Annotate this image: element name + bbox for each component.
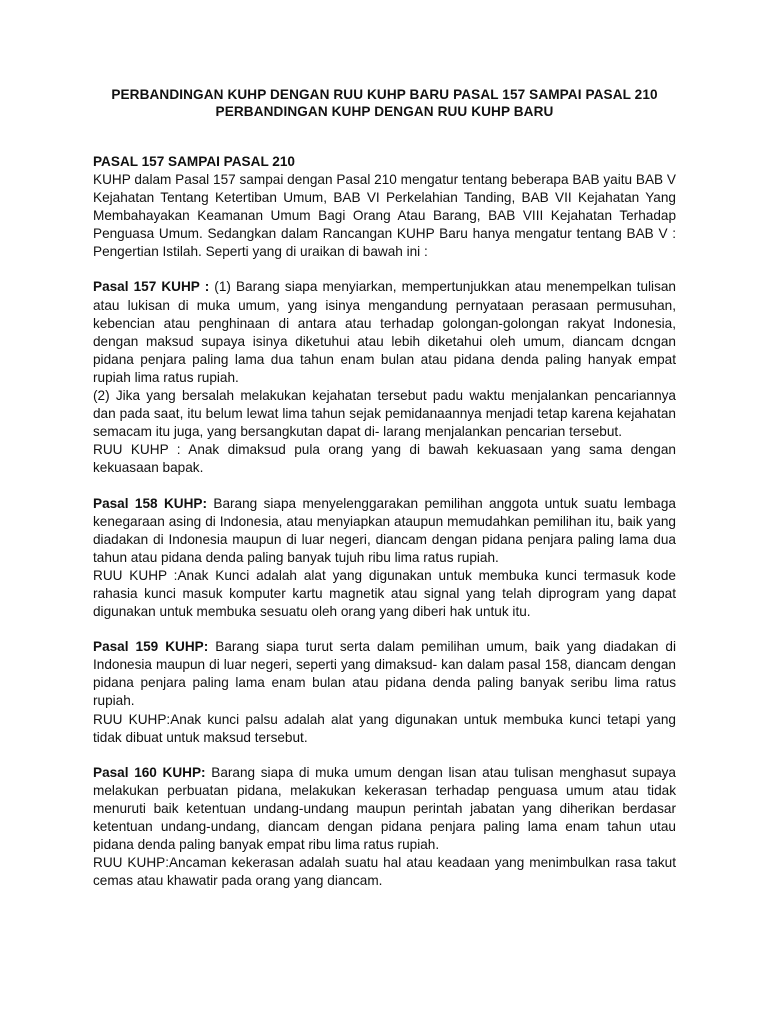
section-heading: PASAL 157 SAMPAI PASAL 210 [93,154,295,169]
pasal-160-ruu: RUU KUHP:Ancaman kekerasan adalah suatu hal atau keadaan yang menimbulkan rasa takut cemas atau khawatir pada orang yang diancam. [93,855,676,889]
pasal-159-label: Pasal 159 KUHP: [93,639,209,655]
pasal-158-ruu: RUU KUHP :Anak Kunci adalah alat yang digunakan untuk membuka kunci termasuk kode rahasia kunci masuk komputer kartu magnetik atau signal yang telah diprogram yang dapat digunakan untuk membuka sesuatu oleh orang yang diberi hak untuk itu. [93,567,676,620]
document-title [93,86,676,120]
pasal-158-paragraph [93,495,676,567]
pasal-158-label: Pasal 158 KUHP: [93,495,208,511]
pasal-157-text-1: (1) Barang siapa menyiarkan, mempertunjukkan atau menempelkan tulisan atau lukisan di muka umum, yang isinya mengandung pernyataan perasaan permusuhan, kebencian atau penghinaan di antara atau terhadap golongan-golongan rakyat Indonesia, dengan maksud supaya isinya diketuhui atau lebih diketahui oleh umum, diancam dcngan pidana penjara paling lama dua tahun enam bulan atau pidana denda paling hanyak empat rupiah lima ratus rupiah. [93,279,676,385]
title-line-1: PERBANDINGAN KUHP DENGAN RUU KUHP BARU PASAL 157 SAMPAI PASAL 210 [111,87,658,102]
pasal-157-ruu: RUU KUHP : Anak dimaksud pula orang yang di bawah kekuasaan yang sama dengan kekuasaan bapak. [93,442,676,476]
pasal-158-text: Barang siapa menyelenggarakan pemilihan anggota untuk suatu lembaga kenegaraan asing di Indonesia, atau menyiapkan ataupun memudahkan pemilihan itu, baik yang diadakan di Indonesia maupun di luar negeri, diancam dengan pidana penjara paling lama dua tahun atau pidana denda paling banyak tujuh ribu lima ratus rupiah. [93,495,676,565]
pasal-159-paragraph [93,638,676,710]
pasal-159-text: Barang siapa turut serta dalam pemilihan umum, baik yang diadakan di Indonesia maupun di luar negeri, seperti yang dimaksud- kan dalam pasal 158, diancam dengan pidana penjara paling lama enam bulan atau pidana denda paling banyak seribu lima ratus rupiah. [93,639,676,709]
pasal-160-label: Pasal 160 KUHP: [93,764,206,780]
pasal-160-paragraph [93,764,676,854]
pasal-157-paragraph [93,278,676,387]
intro-paragraph: KUHP dalam Pasal 157 sampai dengan Pasal 210 mengatur tentang beberapa BAB yaitu BAB V Kejahatan Tentang Ketertiban Umum, BAB VI Perkelahian Tanding, BAB VII Kejahatan Yang Membahayakan Keamanan Umum Bagi Orang Atau Barang, BAB VIII Kejahatan Terhadap Penguasa Umum. Sedangkan dalam Rancangan KUHP Baru hanya mengatur tentang BAB V : Pengertian Istilah. Seperti yang di uraikan di bawah ini : [93,172,676,260]
pasal-159-ruu: RUU KUHP:Anak kunci palsu adalah alat yang digunakan untuk membuka kunci tetapi yang tidak dibuat untuk maksud tersebut. [93,711,676,745]
pasal-157-label: Pasal 157 KUHP : [93,279,210,295]
pasal-157-paragraph-2: (2) Jika yang bersalah melakukan kejahatan tersebut padu waktu menjalankan pencariannya dan pada saat, itu belum lewat lima tahun sejak pemidanaannya menjadi tetap karena kejahatan semacam itu juga, yang bersangkutan dapat di- larang menjalankan pencarian tersebut. [93,388,676,440]
title-line-2: PERBANDINGAN KUHP DENGAN RUU KUHP BARU [215,104,554,119]
pasal-160-text: Barang siapa di muka umum dengan lisan atau tulisan menghasut supaya melakukan perbuatan pidana, melakukan kekerasan terhadap penguasa umum atau tidak menuruti baik ketentuan undang-undang maupun perintah jabatan yang diherikan berdasar ketentuan undang-undang, diancam dengan pidana penjara paling lama enam tahun utau pidana denda paling banyak empat ribu lima ratus rupiah. [93,764,676,853]
